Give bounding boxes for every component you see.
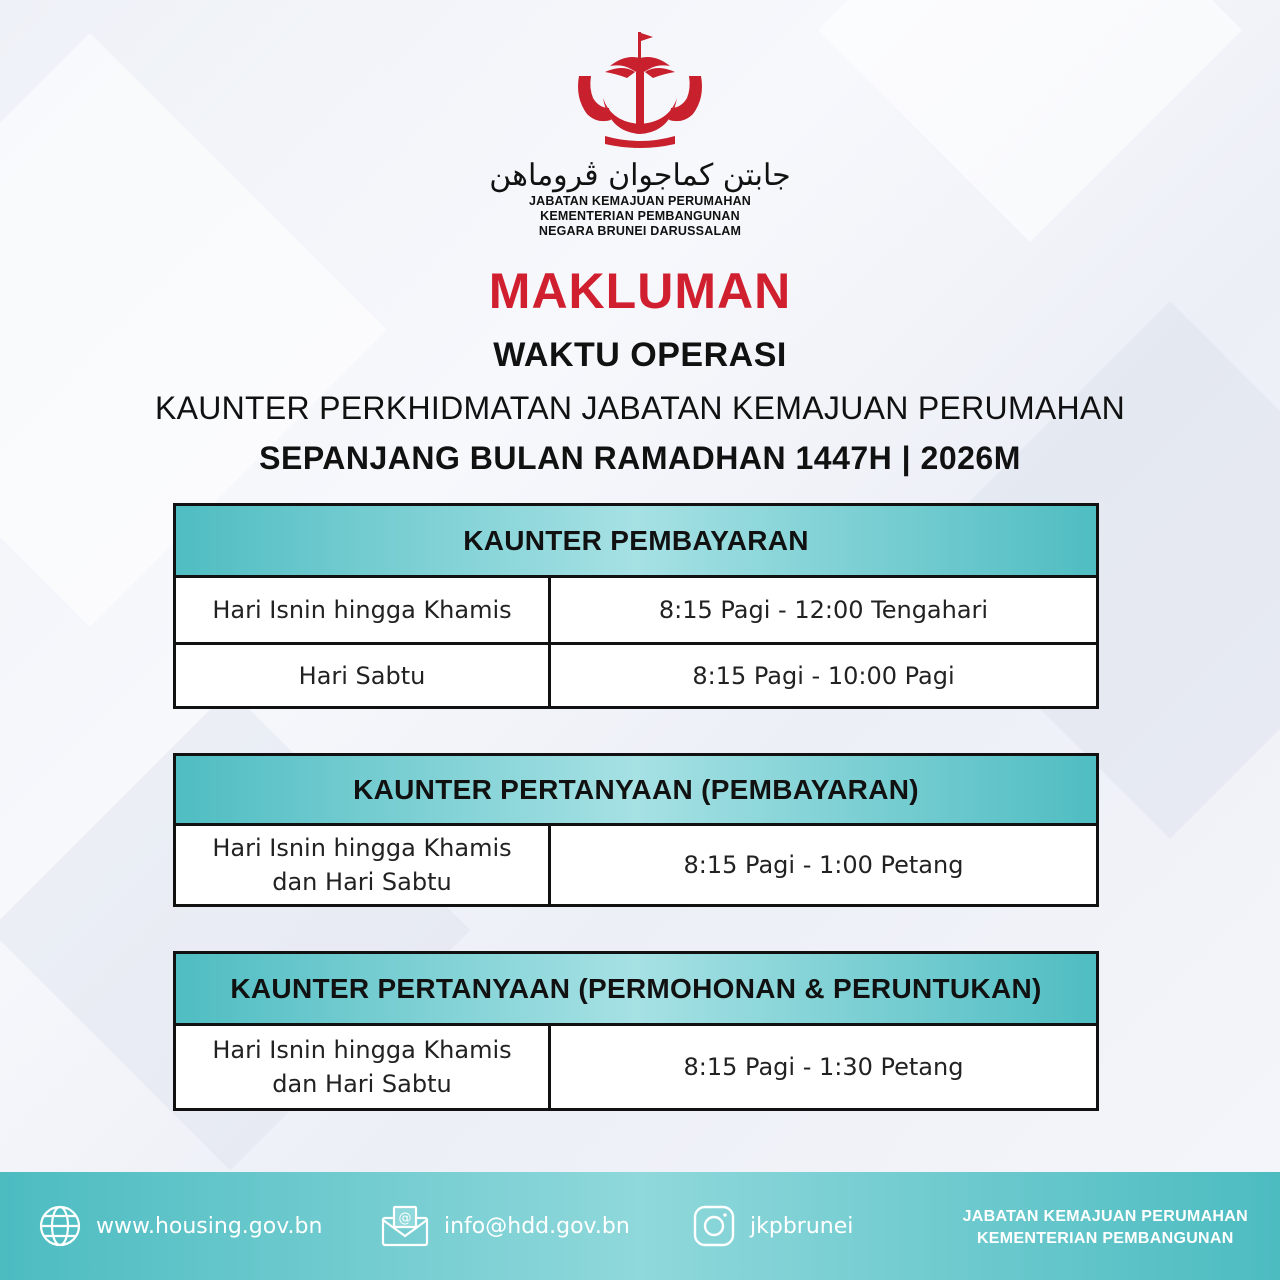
days-cell: Hari Isnin hingga Khamis <box>176 578 551 642</box>
globe-icon <box>38 1204 82 1248</box>
days-line-1: Hari Isnin hingga Khamis <box>212 834 512 862</box>
table-row <box>176 1026 1096 1108</box>
application-enquiry-counter-table <box>173 951 1099 1111</box>
website-text: www.housing.gov.bn <box>96 1213 323 1239</box>
email-text: info@hdd.gov.bn <box>444 1213 630 1239</box>
table-heading: KAUNTER PEMBAYARAN <box>176 506 1096 578</box>
days-line-2: dan Hari Sabtu <box>272 1070 452 1098</box>
hours-cell: 8:15 Pagi - 12:00 Tengahari <box>658 596 989 624</box>
payment-enquiry-counter-table <box>173 753 1099 907</box>
logo-jawi-text: جابتن كماجوان ڤروماهن <box>489 158 791 193</box>
table-row <box>176 578 1096 642</box>
email-link[interactable] <box>380 1204 630 1248</box>
notice-subtitle: WAKTU OPERASI <box>493 336 787 374</box>
hours-cell: 8:15 Pagi - 10:00 Pagi <box>692 661 955 690</box>
instagram-text: jkpbrunei <box>750 1213 854 1239</box>
notice-title: MAKLUMAN <box>488 263 792 319</box>
payment-counter-table <box>173 503 1099 709</box>
footer-org-line-1: JABATAN KEMAJUAN PERUMAHAN <box>962 1208 1248 1225</box>
instagram-link[interactable] <box>692 1204 853 1248</box>
footer-bar <box>0 1172 1280 1280</box>
hours-cell: 8:15 Pagi - 1:30 Petang <box>683 1053 964 1081</box>
hours-cell: 8:15 Pagi - 1:00 Petang <box>683 851 964 879</box>
logo-line-3: NEGARA BRUNEI DARUSSALAM <box>538 224 742 238</box>
table-row <box>176 642 1096 706</box>
svg-text:@: @ <box>398 1211 412 1226</box>
notice-period-line: SEPANJANG BULAN RAMADHAN 1447H | 2026M <box>259 440 1021 476</box>
website-link[interactable] <box>38 1204 322 1248</box>
department-logo <box>0 28 1280 239</box>
days-cell <box>176 1026 551 1108</box>
days-cell: Hari Sabtu <box>176 645 551 706</box>
notice-counter-line: KAUNTER PERKHIDMATAN JABATAN KEMAJUAN PERUMAHAN <box>154 390 1126 426</box>
email-icon <box>380 1204 430 1248</box>
days-line-2: dan Hari Sabtu <box>272 868 452 896</box>
table-heading: KAUNTER PERTANYAAN (PEMBAYARAN) <box>176 756 1096 826</box>
days-line-1: Hari Isnin hingga Khamis <box>212 1036 512 1064</box>
logo-line-1: JABATAN KEMAJUAN PERUMAHAN <box>528 194 752 208</box>
brunei-crest-icon <box>565 28 715 152</box>
footer-org-line-2: KEMENTERIAN PEMBANGUNAN <box>976 1230 1234 1247</box>
table-heading: KAUNTER PERTANYAAN (PERMOHONAN & PERUNTUKAN) <box>176 954 1096 1026</box>
logo-line-2: KEMENTERIAN PEMBANGUNAN <box>540 209 740 223</box>
days-cell <box>176 826 551 904</box>
table-row <box>176 826 1096 904</box>
footer-organisation <box>963 1206 1248 1250</box>
instagram-icon <box>692 1204 736 1248</box>
